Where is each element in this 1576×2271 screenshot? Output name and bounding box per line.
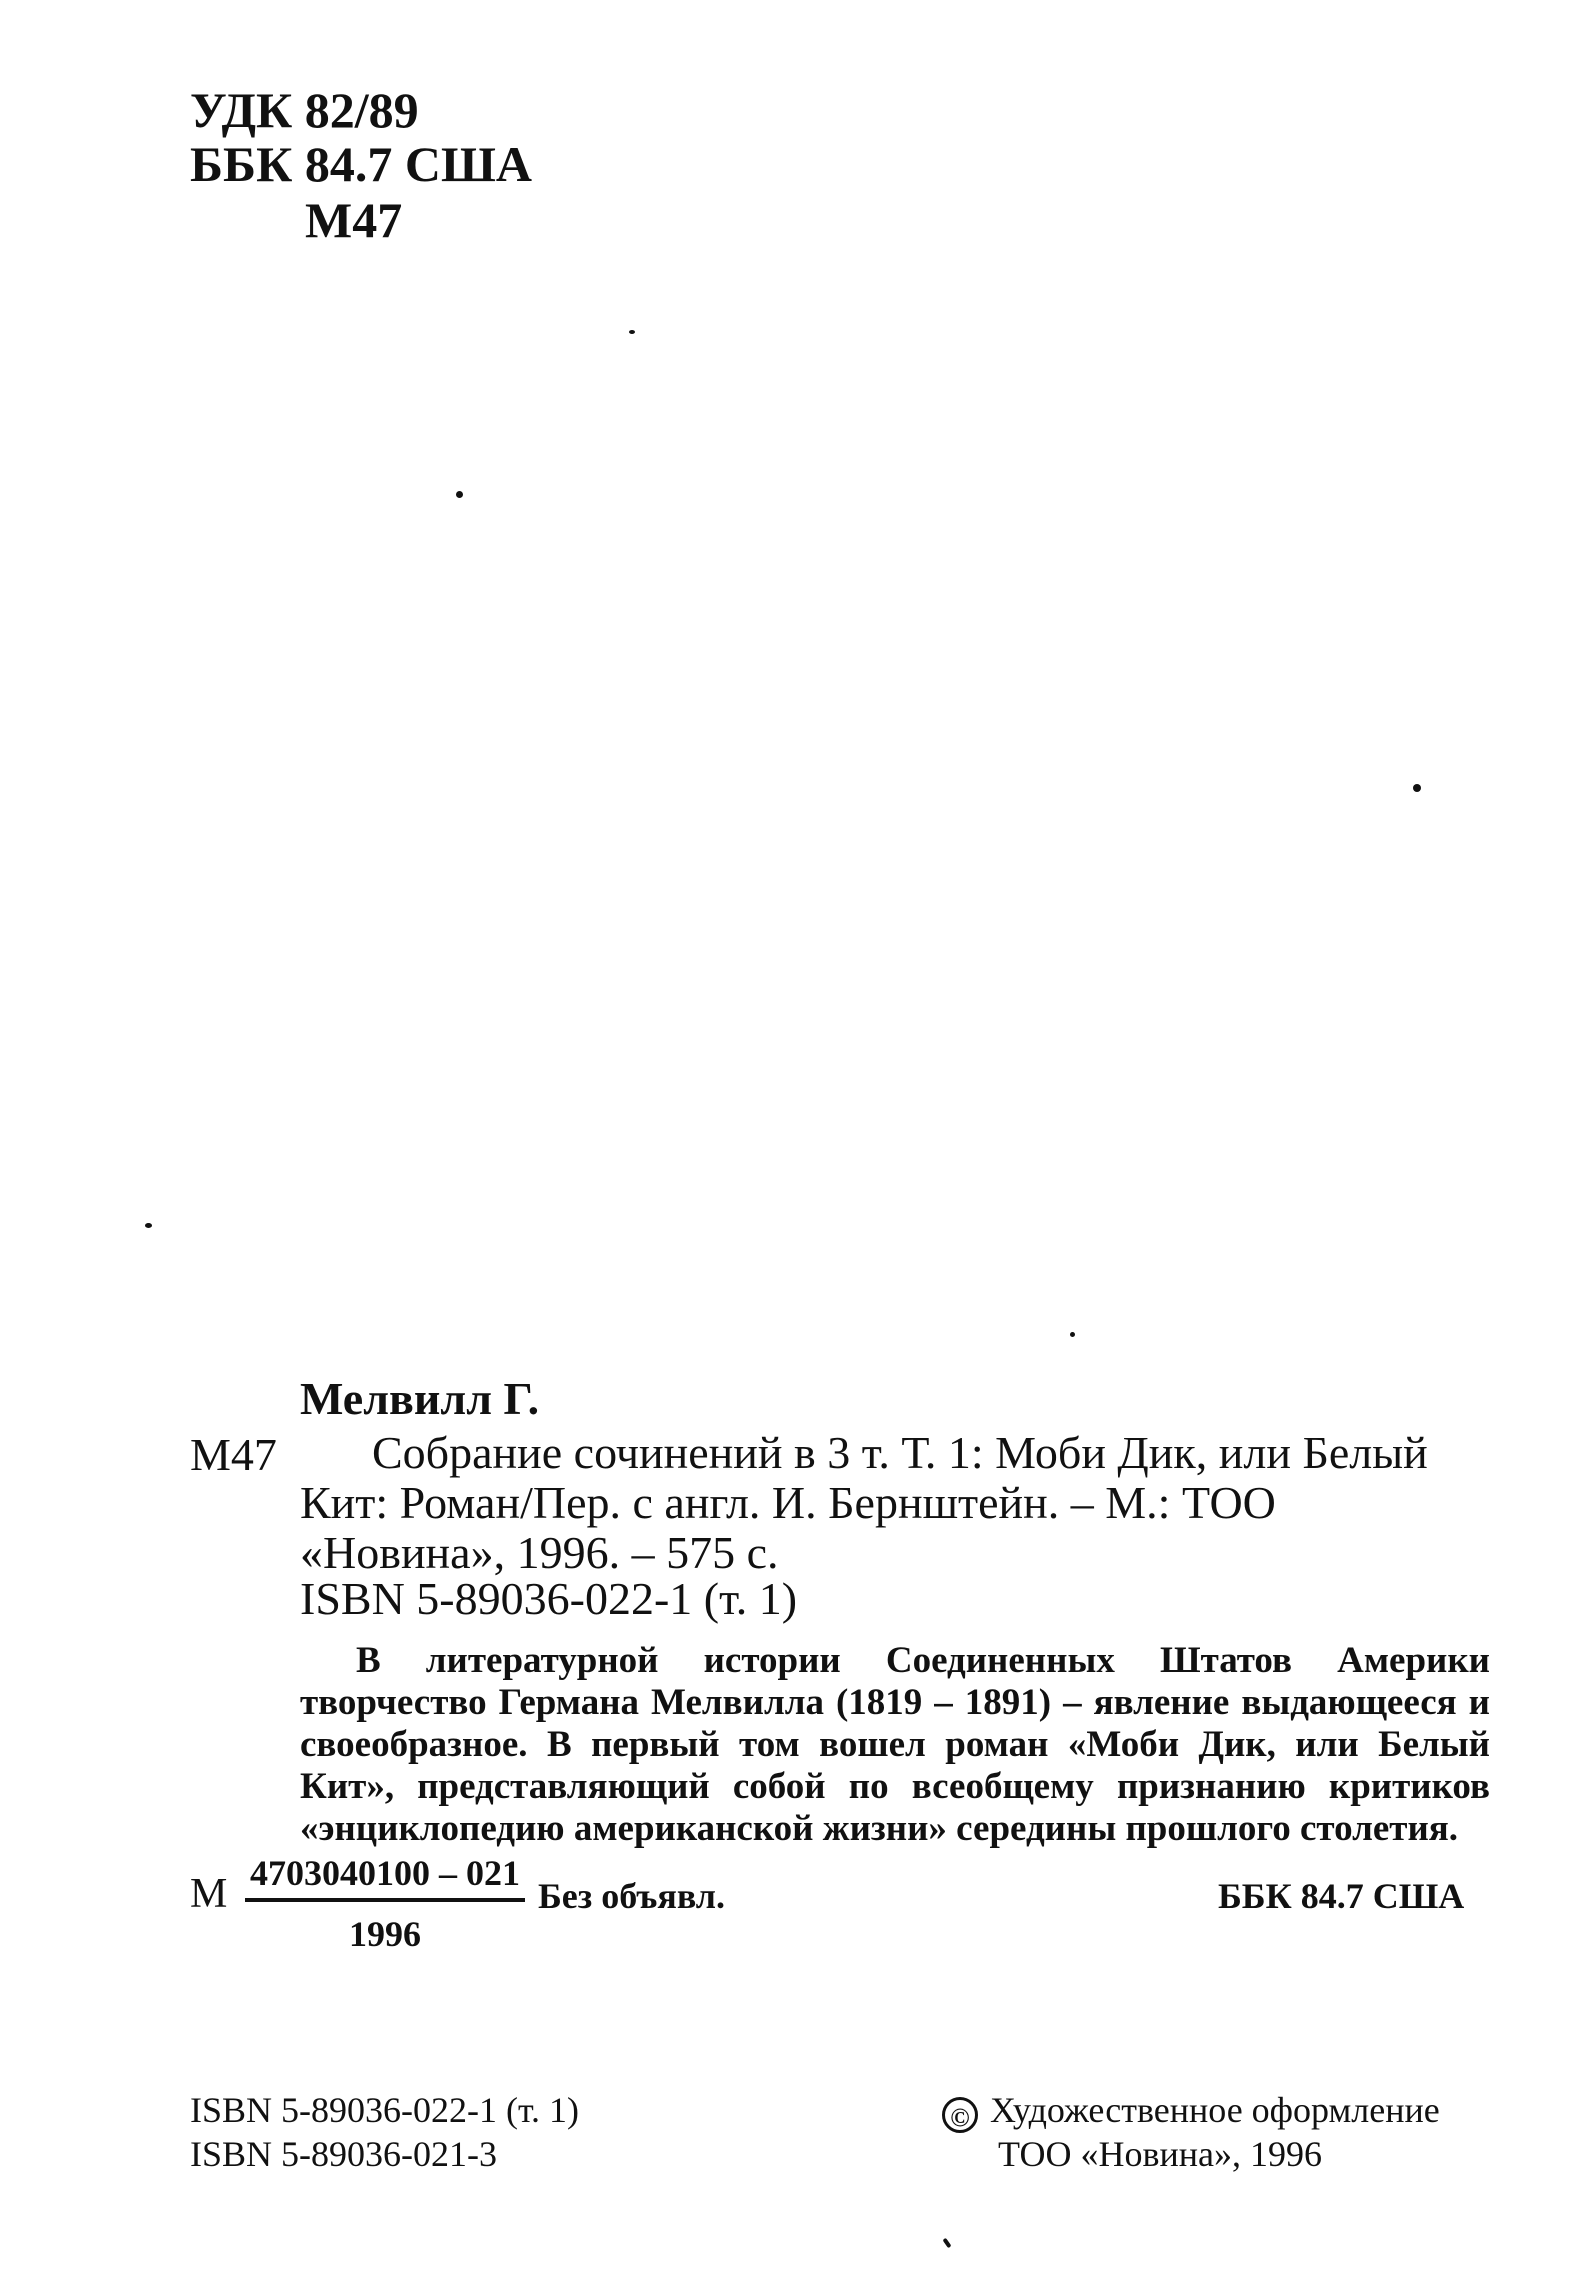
formula-divider (245, 1898, 525, 1902)
scan-speck (456, 491, 463, 498)
scan-speck (1070, 1332, 1075, 1337)
formula-note: Без объявл. (538, 1876, 725, 1916)
footer-isbn-volume: ISBN 5-89036-022-1 (т. 1) (190, 2090, 579, 2130)
bbk-code: ББК 84.7 США (190, 136, 532, 192)
copyright-icon: © (942, 2097, 978, 2133)
udk-code: УДК 82/89 (190, 82, 419, 138)
formula-denominator: 1996 (349, 1914, 421, 1954)
author-mark: М47 (305, 192, 403, 248)
book-description: Собрание сочинений в 3 т. Т. 1: Моби Дик, или Белый Кит: Роман/Пер. с англ. И. Бернштейн. – М.: ТОО «Новина», 1996. – 575 с. (300, 1427, 1428, 1578)
scan-speck (942, 2238, 951, 2248)
scan-speck (145, 1223, 152, 1228)
entry-code: М47 (190, 1429, 277, 1480)
formula-letter: М (190, 1871, 228, 1917)
copyright-line-1 (942, 2088, 1440, 2133)
copyright-line-2: ТОО «Новина», 1996 (998, 2134, 1323, 2174)
formula-numerator: 4703040100 – 021 (250, 1853, 520, 1893)
annotation: В литературной истории Соединенных Штатов Америки творчество Германа Мелвилла (1819 – 1891) – явление выдающееся и своеобразное. В первый том вошел роман «Моби Дик, или Белый Кит», представляющий собой по всеобщему признанию критиков «энциклопедию американской жизни» середины прошлого столетия. (300, 1640, 1490, 1849)
footer-isbn-set: ISBN 5-89036-021-3 (190, 2134, 497, 2174)
scan-speck (629, 330, 635, 334)
author-name: Мелвилл Г. (300, 1373, 540, 1424)
isbn-entry: ISBN 5-89036-022-1 (т. 1) (300, 1573, 798, 1624)
formula-bbk: ББК 84.7 США (1218, 1876, 1465, 1916)
copyright-text-1: Художественное оформление (990, 2090, 1440, 2130)
scan-speck (1413, 784, 1421, 792)
